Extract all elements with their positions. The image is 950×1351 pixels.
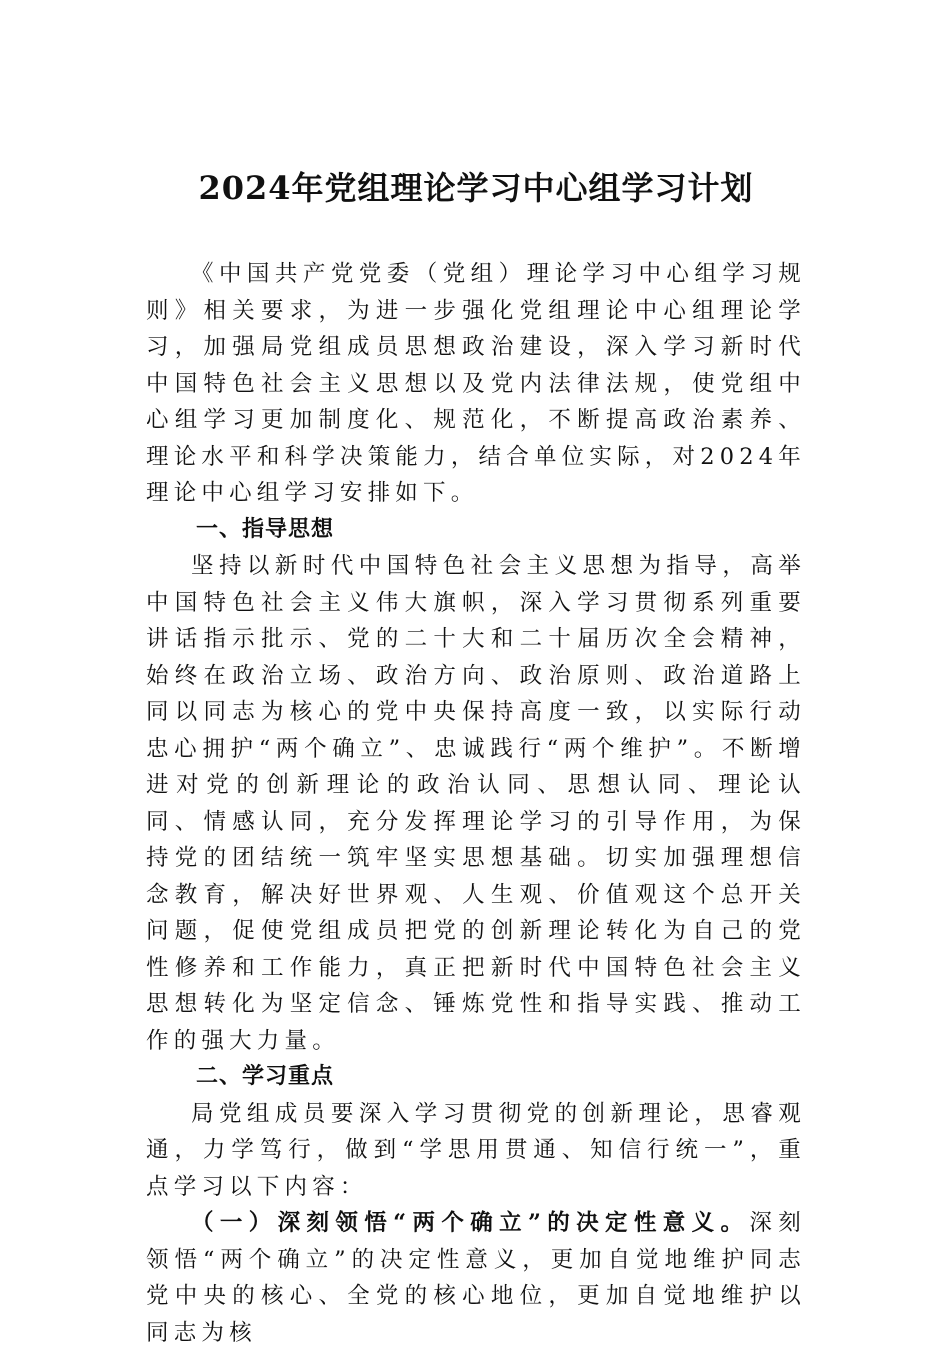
- section-heading-study-focus: 二、学习重点: [196, 1064, 335, 1089]
- guiding-ideology-paragraph: 坚持以新时代中国特色社会主义思想为指导，高举中国特色社会主义伟大旗帜，深入学习贯彻系列重要讲话指示批示、党的二十大和二十届历次全会精神，始终在政治立场、政治方向、政治原则、政治道路上同以同志为核心的党中央保持高度一致，以实际行动忠心拥护“两个确立”、忠诚践行“两个维护”。不断增进对党的创新理论的政治认同、思想认同、理论认同、情感认同，充分发挥理论学习的引导作用，为保持党的团结统一筑牢坚实思想基础。切实加强理想信念教育，解决好世界观、人生观、价值观这个总开关问题，促使党组成员把党的创新理论转化为自己的党性修养和工作能力，真正把新时代中国特色社会主义思想转化为坚定信念、锤炼党性和指导实践、推动工作的强大力量。: [146, 553, 806, 1054]
- intro-paragraph: 《中国共产党党委（党组）理论学习中心组学习规则》相关要求，为进一步强化党组理论中心组理论学习，加强局党组成员思想政治建设，深入学习新时代中国特色社会主义思想以及党内法律法规，使党组中心组学习更加制度化、规范化，不断提高政治素养、理论水平和科学决策能力，结合单位实际，对2024年理论中心组学习安排如下。: [146, 261, 806, 506]
- study-item-1-body: 深刻领悟“两个确立”的决定性意义，更加自觉地维护同志党中央的核心、全党的核心地位，更加自觉地维护以同志为核: [146, 1210, 806, 1346]
- study-item-1-paragraph: [146, 1205, 806, 1351]
- document-body: [146, 256, 806, 1351]
- study-item-1-lead: （一）深刻领悟“两个确立”的决定性意义。: [191, 1210, 750, 1236]
- document-title: 2024年党组理论学习中心组学习计划: [198, 169, 754, 207]
- section-heading-guiding-ideology: 一、指导思想: [196, 516, 335, 542]
- study-focus-paragraph: 局党组成员要深入学习贯彻党的创新理论，思睿观通，力学笃行，做到“学思用贯通、知信行统一”，重点学习以下内容：: [146, 1100, 806, 1200]
